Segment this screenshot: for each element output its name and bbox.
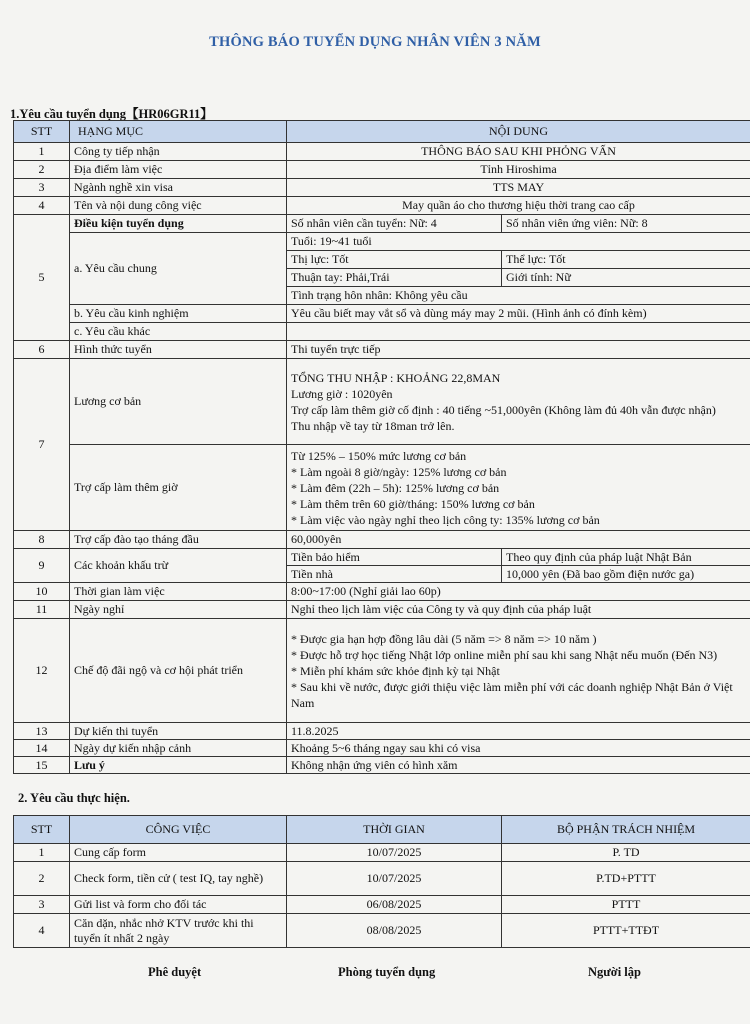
row-6-stt: 6 [14,341,70,359]
salary-line: Trợ cấp làm thêm giờ cố định : 40 tiếng ~51,000yên (Không làm đủ 40h vẫn được nhận) [291,402,716,417]
row-6-item: Hình thức tuyển [70,341,287,359]
salary-line: TỔNG THU NHẬP : KHOẢNG 22,8MAN [291,370,501,385]
physical-requirement: Thể lực: Tốt [502,251,750,269]
header-stt: STT [14,816,70,844]
header-content: NỘI DUNG [287,121,750,143]
row-8-content: 60,000yên [287,531,750,549]
overtime-line: Từ 125% – 150% mức lương cơ bản [291,448,467,463]
row-13-item: Dự kiến thi tuyển [70,723,287,740]
salary-line: Lương giờ : 1020yên [291,386,393,401]
section-1-title: 1.Yêu cầu tuyển dụng【HR06GR11】 [10,107,213,121]
section-2-title: 2. Yêu cầu thực hiện. [18,791,130,805]
task-row-time: 08/08/2025 [287,914,502,948]
recruitment-requirements-table [13,120,750,774]
row-8-stt: 8 [14,531,70,549]
recruitment-condition-label: Điều kiện tuyển dụng [70,215,287,233]
task-row-task: Gửi list và form cho đối tác [70,896,287,914]
page-title: THÔNG BÁO TUYỂN DỤNG NHÂN VIÊN 3 NĂM [209,34,541,50]
overtime-line: * Làm việc vào ngày nghỉ theo lịch công ty: 135% lương cơ bản [291,512,600,527]
general-requirements-label: a. Yêu cầu chung [70,233,287,305]
header-item: HẠNG MỤC [70,121,287,143]
signature-approve: Phê duyệt [148,965,202,979]
header-department: BỘ PHẬN TRÁCH NHIỆM [502,816,750,844]
task-row-department: P.TD+PTTT [502,862,750,896]
row-14-item: Ngày dự kiến nhập cảnh [70,740,287,757]
row-14-stt: 14 [14,740,70,757]
task-row-time: 10/07/2025 [287,844,502,862]
row-4-content: May quần áo cho thương hiệu thời trang cao cấp [287,197,750,215]
row-1-item: Công ty tiếp nhận [70,143,287,161]
row-13-stt: 13 [14,723,70,740]
overtime-line: * Làm đêm (22h – 5h): 125% lương cơ bản [291,480,500,495]
row-2-content: Tỉnh Hiroshima [287,161,750,179]
row-9-stt: 9 [14,549,70,583]
benefit-line: * Được hỗ trợ học tiếng Nhật lớp online miễn phí sau khi sang Nhật nếu muốn (Đến N3) [291,647,718,662]
row-14-content: Khoảng 5~6 tháng ngay sau khi có visa [287,740,750,757]
insurance-value: Theo quy định của pháp luật Nhật Bản [502,549,750,566]
task-row-task: Căn dặn, nhắc nhở KTV trước khi thi tuyển ít nhất 2 ngày [70,914,287,948]
benefit-line: * Được gia hạn hợp đồng lâu dài (5 năm => 8 năm => 10 năm ) [291,631,597,646]
row-3-item: Ngành nghề xin visa [70,179,287,197]
overtime-line: * Làm thêm trên 60 giờ/tháng: 150% lương cơ bản [291,496,535,511]
task-row-department: PTTT+TTĐT [502,914,750,948]
benefit-line: * Miễn phí khám sức khỏe định kỳ tại Nhật [291,663,500,678]
headcount-applicants: Số nhân viên ứng viên: Nữ: 8 [502,215,750,233]
row-5-stt: 5 [14,215,70,341]
task-row-department: PTTT [502,896,750,914]
signature-recruitment-dept: Phòng tuyển dụng [338,965,436,979]
row-2-item: Địa điểm làm việc [70,161,287,179]
row-15-content: Không nhận ứng viên có hình xăm [287,757,750,774]
signature-preparer: Người lập [588,965,641,979]
row-6-content: Thi tuyển trực tiếp [287,341,750,359]
row-10-stt: 10 [14,583,70,601]
row-15-item: Lưu ý [70,757,287,774]
headcount-needed: Số nhân viên cần tuyển: Nữ: 4 [287,215,502,233]
row-13-content: 11.8.2025 [287,723,750,740]
housing-value: 10,000 yên (Đã bao gồm điện nước ga) [502,566,750,583]
gender-requirement: Giới tính: Nữ [502,269,750,287]
row-1-content: THÔNG BÁO SAU KHI PHỎNG VẤN [287,143,750,161]
task-row-time: 10/07/2025 [287,862,502,896]
row-8-item: Trợ cấp đào tạo tháng đầu [70,531,287,549]
row-4-stt: 4 [14,197,70,215]
benefit-line: * Sau khi về nước, được giới thiệu việc làm miễn phí với các doanh nghiệp Nhật Bản ở Việt Nam [291,679,733,710]
other-requirement [287,323,750,341]
header-stt: STT [14,121,70,143]
row-10-item: Thời gian làm việc [70,583,287,601]
row-3-stt: 3 [14,179,70,197]
salary-line: Thu nhập về tay từ 18man trở lên. [291,418,455,433]
row-15-stt: 15 [14,757,70,774]
header-time: THỜI GIAN [287,816,502,844]
task-row-stt: 3 [14,896,70,914]
implementation-table [13,815,750,948]
row-1-stt: 1 [14,143,70,161]
overtime-details [287,445,750,531]
task-row-stt: 1 [14,844,70,862]
row-2-stt: 2 [14,161,70,179]
row-12-item: Chế độ đãi ngộ và cơ hội phát triển [70,619,287,723]
task-row-stt: 4 [14,914,70,948]
task-row-stt: 2 [14,862,70,896]
header-task: CÔNG VIỆC [70,816,287,844]
row-10-content: 8:00~17:00 (Nghỉ giải lao 60p) [287,583,750,601]
insurance-label: Tiền bảo hiểm [287,549,502,566]
experience-requirement-label: b. Yêu cầu kinh nghiệm [70,305,287,323]
overtime-label: Trợ cấp làm thêm giờ [70,445,287,531]
vision-requirement: Thị lực: Tốt [287,251,502,269]
row-4-item: Tên và nội dung công việc [70,197,287,215]
task-row-time: 06/08/2025 [287,896,502,914]
overtime-line: * Làm ngoài 8 giờ/ngày: 125% lương cơ bản [291,464,507,479]
row-7-stt: 7 [14,359,70,531]
benefits-details [287,619,750,723]
age-requirement: Tuổi: 19~41 tuổi [287,233,750,251]
base-salary-details [287,359,750,445]
row-12-stt: 12 [14,619,70,723]
other-requirement-label: c. Yêu cầu khác [70,323,287,341]
marital-requirement: Tình trạng hôn nhân: Không yêu cầu [287,287,750,305]
task-row-task: Check form, tiền cử ( test IQ, tay nghề) [70,862,287,896]
row-3-content: TTS MAY [287,179,750,197]
row-9-item: Các khoản khấu trừ [70,549,287,583]
housing-label: Tiền nhà [287,566,502,583]
row-11-item: Ngày nghỉ [70,601,287,619]
handedness-requirement: Thuận tay: Phải,Trái [287,269,502,287]
task-row-department: P. TD [502,844,750,862]
base-salary-label: Lương cơ bản [70,359,287,445]
row-11-content: Nghỉ theo lịch làm việc của Công ty và quy định của pháp luật [287,601,750,619]
experience-requirement: Yêu cầu biết may vắt sổ và dùng máy may 2 mũi. (Hình ảnh có đính kèm) [287,305,750,323]
row-11-stt: 11 [14,601,70,619]
task-row-task: Cung cấp form [70,844,287,862]
